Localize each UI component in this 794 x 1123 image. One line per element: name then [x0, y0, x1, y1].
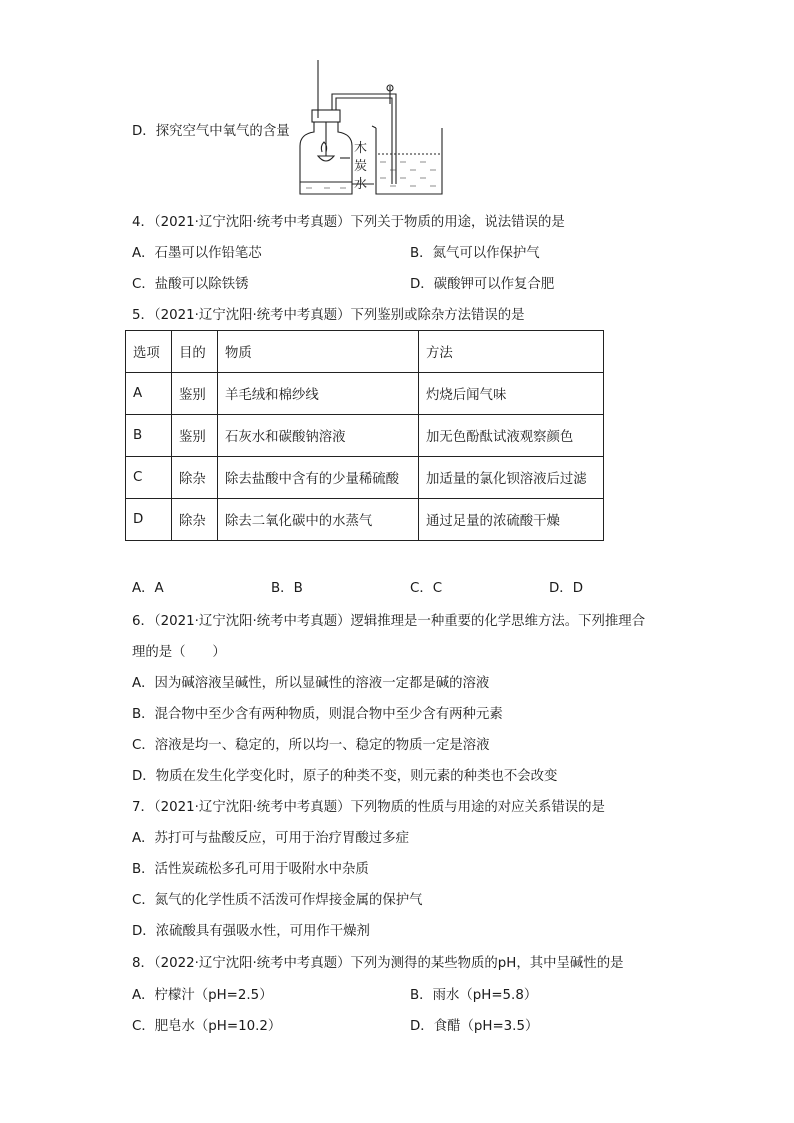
label-shui: 水 — [354, 177, 368, 192]
table-cell: 鉴别 — [172, 415, 218, 457]
table-cell: C — [126, 457, 172, 499]
apparatus-figure — [290, 60, 450, 204]
q7-stem: 7．（2021·辽宁沈阳·统考中考真题）下列物质的性质与用途的对应关系错误的是 — [132, 800, 605, 815]
q8-option-c: C．肥皂水（pH=10.2） — [132, 1019, 282, 1034]
q6-option-a: A．因为碱溶液呈碱性，所以显碱性的溶液一定都是碱的溶液 — [132, 676, 490, 691]
q3-option-d: D．探究空气中氧气的含量 — [132, 124, 290, 139]
q6-stem-line1: 6．（2021·辽宁沈阳·统考中考真题）逻辑推理是一种重要的化学思维方法。下列推理合 — [132, 614, 646, 629]
table-cell: 加无色酚酞试液观察颜色 — [419, 415, 604, 457]
q5-option-b: B．B — [271, 581, 303, 596]
table-cell: 除去盐酸中含有的少量稀硫酸 — [218, 457, 419, 499]
table-cell: 加适量的氯化钡溶液后过滤 — [419, 457, 604, 499]
header-cell: 方法 — [419, 331, 604, 373]
header-cell: 目的 — [172, 331, 218, 373]
table-row — [126, 499, 604, 541]
table-cell: D — [126, 499, 172, 541]
q5-option-d: D．D — [549, 581, 584, 596]
table-header-row — [126, 331, 604, 373]
header-cell: 选项 — [126, 331, 172, 373]
table-cell: 石灰水和碳酸钠溶液 — [218, 415, 419, 457]
table-cell: B — [126, 415, 172, 457]
q7-option-d: D．浓硫酸具有强吸水性，可用作干燥剂 — [132, 924, 370, 939]
q4-option-d: D．碳酸钾可以作复合肥 — [410, 277, 555, 292]
q7-option-c: C．氮气的化学性质不活泼可作焊接金属的保护气 — [132, 893, 423, 908]
q5-table — [125, 330, 604, 541]
q8-stem: 8．（2022·辽宁沈阳·统考中考真题）下列为测得的某些物质的pH，其中呈碱性的是 — [132, 956, 624, 971]
table-cell: 灼烧后闻气味 — [419, 373, 604, 415]
table-cell: 羊毛绒和棉纱线 — [218, 373, 419, 415]
q4-option-b: B．氮气可以作保护气 — [410, 246, 540, 261]
table-cell: A — [126, 373, 172, 415]
q5-option-c: C．C — [410, 581, 443, 596]
q4-option-a: A．石墨可以作铅笔芯 — [132, 246, 262, 261]
table-row — [126, 457, 604, 499]
label-mu: 木 — [354, 141, 368, 156]
table-row — [126, 415, 604, 457]
q4-stem: 4．（2021·辽宁沈阳·统考中考真题）下列关于物质的用途，说法错误的是 — [132, 215, 565, 230]
q4-option-c: C．盐酸可以除铁锈 — [132, 277, 249, 292]
q7-option-b: B．活性炭疏松多孔可用于吸附水中杂质 — [132, 862, 369, 877]
table-cell: 通过足量的浓硫酸干燥 — [419, 499, 604, 541]
oxygen-content-apparatus-diagram — [290, 60, 450, 200]
table-row — [126, 373, 604, 415]
table-cell: 除杂 — [172, 457, 218, 499]
q5-stem: 5．（2021·辽宁沈阳·统考中考真题）下列鉴别或除杂方法错误的是 — [132, 308, 525, 323]
table-cell: 除杂 — [172, 499, 218, 541]
q6-option-b: B．混合物中至少含有两种物质，则混合物中至少含有两种元素 — [132, 707, 503, 722]
q6-option-c: C．溶液是均一、稳定的，所以均一、稳定的物质一定是溶液 — [132, 738, 490, 753]
q8-option-b: B．雨水（pH=5.8） — [410, 988, 538, 1003]
table-cell: 鉴别 — [172, 373, 218, 415]
q6-option-d: D．物质在发生化学变化时，原子的种类不变，则元素的种类也不会改变 — [132, 769, 558, 784]
header-cell: 物质 — [218, 331, 419, 373]
q6-stem-line2: 理的是（ ） — [132, 645, 226, 660]
table-cell: 除去二氧化碳中的水蒸气 — [218, 499, 419, 541]
q8-option-d: D．食醋（pH=3.5） — [410, 1019, 539, 1034]
q7-option-a: A．苏打可与盐酸反应，可用于治疗胃酸过多症 — [132, 831, 409, 846]
label-tan: 炭 — [354, 159, 368, 174]
q8-option-a: A．柠檬汁（pH=2.5） — [132, 988, 273, 1003]
q5-option-a: A．A — [132, 581, 164, 596]
